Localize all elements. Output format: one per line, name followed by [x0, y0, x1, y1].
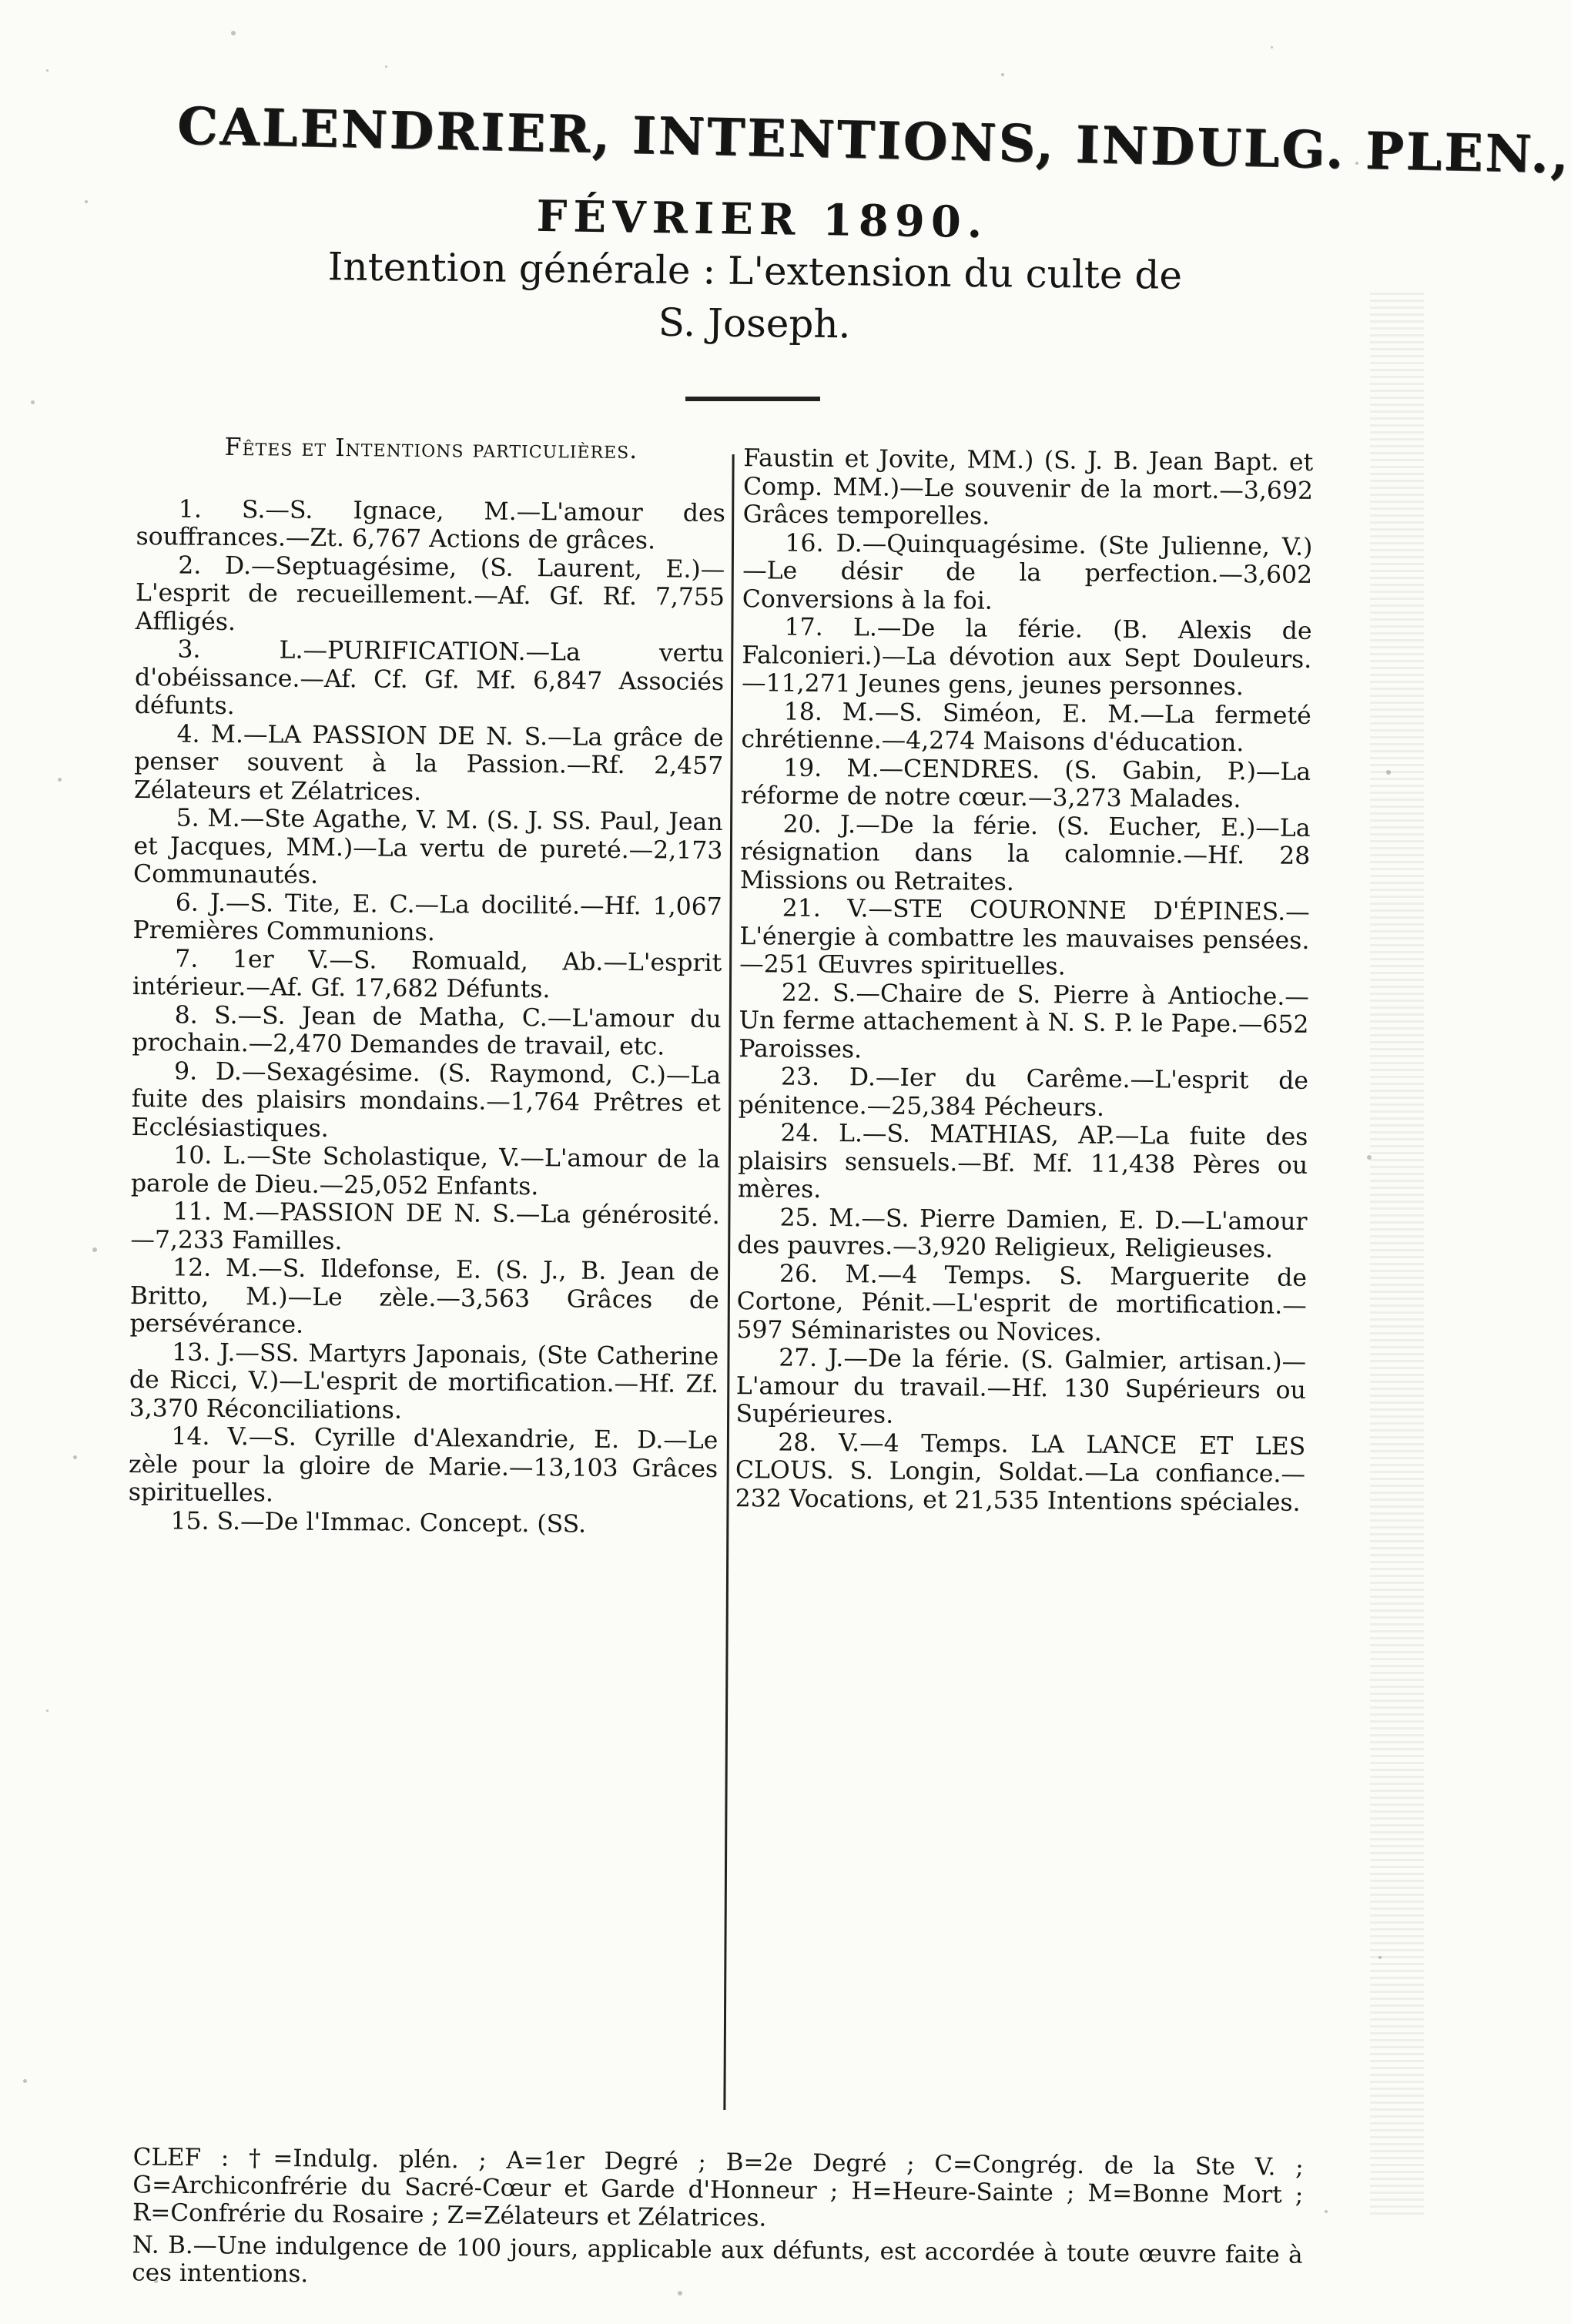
calendar-entry: 17. L.—De la férie. (B. Alexis de Falconieri.)—La dévotion aux Sept Douleurs.—11,271 Jeunes gens, jeunes personnes. [741, 613, 1312, 702]
calendar-entry: 22. S.—Chaire de S. Pierre à Antioche.—Un ferme attachement à N. S. P. le Pape.—652 Paroisses. [739, 979, 1309, 1063]
calendar-entry: 10. L.—Ste Scholastique, V.—L'amour de la parole de Dieu.—25,052 Enfants. [130, 1141, 721, 1201]
calendar-entry: 27. J.—De la férie. (S. Galmier, artisan.)—L'amour du travail.—Hf. 130 Supérieurs ou Supérieures. [735, 1344, 1307, 1429]
scan-speck [23, 2079, 27, 2083]
scan-speck [1325, 2210, 1328, 2213]
right-column [735, 444, 1314, 1517]
calendar-entry: 5. M.—Ste Agathe, V. M. (S. J. SS. Paul, Jean et Jacques, MM.)—La vertu de pureté.—2,173 Communautés. [132, 804, 723, 889]
calendar-entry: 16. D.—Quinquagésime. (Ste Julienne, V.)—Le désir de la perfection.—3,602 Conversions à la foi. [742, 529, 1313, 615]
calendar-entry: Faustin et Jovite, MM.) (S. J. B. Jean Bapt. et Comp. MM.)—Le souvenir de la mort.—3,692 Grâces temporelles. [742, 444, 1314, 531]
footer [132, 2143, 1304, 2296]
calendar-entry: 23. D.—Ier du Carême.—L'esprit de pénitence.—25,384 Pécheurs. [738, 1063, 1309, 1122]
scan-speck [1378, 1956, 1382, 1959]
scan-speck [1155, 2256, 1157, 2259]
scan-speck [46, 69, 49, 72]
left-column [128, 433, 725, 1539]
scan-speck [85, 200, 88, 203]
calendar-entry: 8. S.—S. Jean de Matha, C.—L'amour du prochain.—2,470 Demandes de travail, etc. [132, 1000, 722, 1061]
calendar-entry: 25. M.—S. Pierre Damien, E. D.—L'amour des pauvres.—3,920 Religieux, Religieuses. [737, 1204, 1308, 1264]
calendar-entry: 1. S.—S. Ignace, M.—L'amour des souffrances.—Zt. 6,767 Actions de grâces. [136, 494, 725, 555]
left-entries [128, 495, 725, 1539]
column-divider [723, 454, 734, 2110]
general-intention-line1: Intention générale : L'extension du culte de [327, 244, 1183, 298]
calendar-entry: 12. M.—S. Ildefonse, E. (S. J., B. Jean de Britto, M.)—Le zèle.—3,563 Grâces de persévérance. [129, 1254, 720, 1339]
calendar-entry: 7. 1er V.—S. Romuald, Ab.—L'esprit intérieur.—Af. Gf. 17,682 Défunts. [132, 944, 722, 1004]
scan-speck [58, 778, 62, 782]
column-heading: Fêtes et Intentions particulières. [224, 433, 638, 465]
scan-speck [385, 65, 387, 68]
calendar-entry: 4. M.—LA PASSION DE N. S.—La grâce de penser souvent à la Passion.—Rf. 2,457 Zélateurs et Zélatrices. [133, 719, 724, 806]
calendar-entry: 3. L.—PURIFICATION.—La vertu d'obéissance.—Af. Cf. Gf. Mf. 6,847 Associés défunts. [134, 635, 725, 721]
nota-bene: N. B.—Une indulgence de 100 jours, applicable aux défunts, est accordée à toute œuvre faite à ces intentions. [132, 2231, 1303, 2289]
calendar-entry: 19. M.—CENDRES. (S. Gabin, P.)—La réforme de notre cœur.—3,273 Malades. [740, 754, 1311, 814]
calendar-entry: 21. V.—STE COURONNE D'ÉPINES.—L'énergie à combattre les mauvaises pensées.—251 Œuvres spirituelles. [739, 894, 1310, 981]
general-intention-line2: S. Joseph. [658, 300, 851, 347]
calendar-entry: 9. D.—Sexagésime. (S. Raymond, C.)—La fuite des plaisirs mondains.—1,764 Prêtres et Ecclésiastiques. [131, 1057, 722, 1143]
calendar-entry: 15. S.—De l'Immac. Concept. (SS. [170, 1506, 587, 1539]
scan-speck [678, 2291, 682, 2296]
right-entries [735, 444, 1314, 1517]
calendar-entry: 28. V.—4 Temps. LA LANCE ET LES CLOUS. S. Longin, Soldat.—La confiance.—232 Vocations, et 21,535 Intentions spéciales. [735, 1428, 1306, 1517]
scan-speck [92, 1247, 97, 1252]
calendar-entry: 6. J.—S. Tite, E. C.—La docilité.—Hf. 1,067 Premières Communions. [132, 888, 722, 947]
scan-speck [31, 400, 35, 404]
scan-speck [1355, 162, 1358, 165]
calendar-entry: 11. M.—PASSION DE N. S.—La générosité.—7,233 Familles. [130, 1197, 720, 1255]
general-intention [215, 239, 1294, 356]
page-title: CALENDRIER, INTENTIONS, INDULG. PLEN., [176, 95, 1571, 185]
calendar-entry: 18. M.—S. Siméon, E. M.—La fermeté chrétienne.—4,274 Maisons d'éducation. [741, 698, 1311, 758]
scan-speck [154, 2279, 158, 2283]
scan-speck [1001, 73, 1004, 76]
scan-speck [231, 31, 236, 35]
calendar-entry: 13. J.—SS. Martyrs Japonais, (Ste Catherine de Ricci, V.)—L'esprit de mortification.—Hf. Zf. 3,370 Réconciliations. [129, 1338, 719, 1425]
scan-speck [1386, 770, 1391, 775]
scan-speck [46, 1710, 49, 1712]
calendar-entry: 24. L.—S. MATHIAS, AP.—La fuite des plaisirs sensuels.—Bf. Mf. 11,438 Pères ou mères. [737, 1119, 1308, 1204]
calendar-entry: 14. V.—S. Cyrille d'Alexandrie, E. D.—Le zèle pour la gloire de Marie.—13,103 Grâces spirituelles. [128, 1422, 719, 1508]
calendar-entry: 26. M.—4 Temps. S. Marguerite de Cortone, Pénit.—L'esprit de mortification.—597 Séminaristes ou Novices. [736, 1260, 1308, 1347]
calendar-entry: 20. J.—De la férie. (S. Eucher, E.)—La résignation dans la calomnie.—Hf. 28 Missions ou Retraites. [739, 810, 1311, 896]
page-month: FÉVRIER 1890. [536, 190, 989, 249]
title-rule [685, 397, 820, 401]
scan-speck [73, 1455, 77, 1459]
scan-speck [1367, 1155, 1372, 1160]
calendar-entry: 2. D.—Septuagésime, (S. Laurent, E.)—L'esprit de recueillement.—Af. Gf. Rf. 7,755 Affligés. [135, 551, 725, 636]
page-edge-noise [1370, 293, 1424, 2218]
scan-speck [1271, 46, 1273, 49]
legend-key: CLEF : †=Indulg. plén. ; A=1er Degré ; B=2e Degré ; C=Congrég. de la Ste V. ; G=Archiconfrérie du Sacré-Cœur et Garde d'Honneur ; H=Heure-Sainte ; M=Bonne Mort ; R=Confrérie du Rosaire ; Z=Zélateurs et Zélatrices. [132, 2143, 1304, 2232]
